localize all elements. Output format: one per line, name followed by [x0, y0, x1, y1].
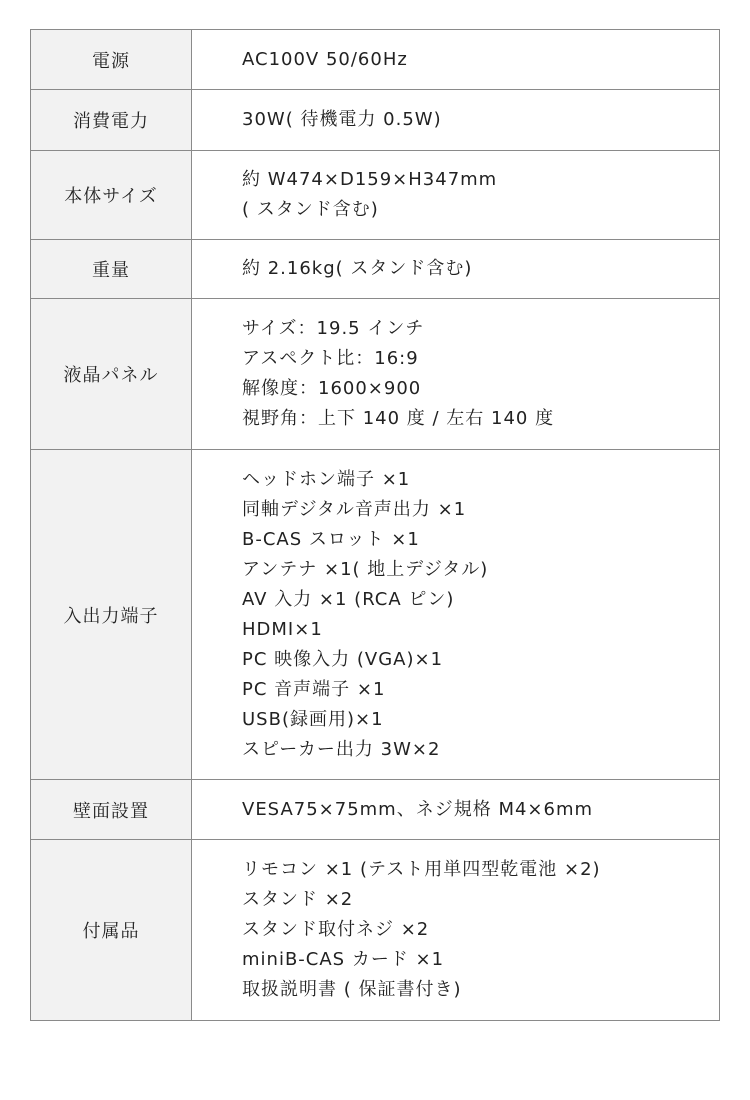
spec-value-line: 視野角：上下 140 度 / 左右 140 度: [242, 408, 555, 429]
spec-label: 壁面設置: [31, 780, 192, 840]
spec-value-line: 解像度：1600×900: [242, 378, 422, 399]
spec-label: 本体サイズ: [31, 151, 192, 240]
spec-row-wall-mount: [31, 780, 720, 840]
spec-label: 消費電力: [31, 90, 192, 151]
spec-value-line: USB(録画用)×1: [242, 708, 384, 730]
spec-value-line: スタンド取付ネジ ×2: [242, 919, 430, 940]
spec-value: [192, 299, 720, 450]
spec-row-accessories: [31, 840, 720, 1021]
spec-label: 電源: [31, 30, 192, 90]
spec-value-line: アンテナ ×1( 地上デジタル): [242, 558, 489, 580]
spec-row-io-ports: [31, 450, 720, 780]
spec-value-line: ( スタンド含む): [242, 199, 379, 220]
spec-label: 入出力端子: [31, 450, 192, 780]
spec-value: [192, 151, 720, 240]
spec-value-line: リモコン ×1 (テスト用単四型乾電池 ×2): [242, 859, 601, 880]
spec-row-dimensions: [31, 151, 720, 240]
spec-value: [192, 30, 720, 90]
spec-value-line: AC100V 50/60Hz: [242, 48, 408, 70]
spec-value-line: 取扱説明書 ( 保証書付き): [242, 979, 462, 1000]
spec-value-line: PC 音声端子 ×1: [242, 678, 386, 700]
spec-value-line: スタンド ×2: [242, 889, 354, 910]
spec-label: 液晶パネル: [31, 299, 192, 450]
spec-row-power-consumption: [31, 90, 720, 151]
spec-value: [192, 450, 720, 780]
spec-value: [192, 240, 720, 299]
spec-value-line: 同軸デジタル音声出力 ×1: [242, 498, 467, 520]
spec-value-line: HDMI×1: [242, 618, 323, 640]
spec-value-line: 約 W474×D159×H347mm: [242, 169, 498, 190]
spec-value-line: VESA75×75mm、ネジ規格 M4×6mm: [242, 798, 594, 820]
spec-value-line: PC 映像入力 (VGA)×1: [242, 648, 444, 670]
spec-value: [192, 90, 720, 151]
spec-value: [192, 780, 720, 840]
spec-row-lcd-panel: [31, 299, 720, 450]
spec-value-line: スピーカー出力 3W×2: [242, 738, 441, 760]
spec-label: 付属品: [31, 840, 192, 1021]
spec-value-line: サイズ：19.5 インチ: [242, 318, 425, 339]
spec-row-power: [31, 30, 720, 90]
spec-label: 重量: [31, 240, 192, 299]
spec-value-line: B-CAS スロット ×1: [242, 528, 420, 550]
spec-row-weight: [31, 240, 720, 299]
spec-value-line: アスペクト比：16:9: [242, 348, 419, 369]
spec-table: [30, 29, 720, 1021]
spec-value-line: miniB-CAS カード ×1: [242, 949, 445, 970]
spec-value-line: ヘッドホン端子 ×1: [242, 468, 411, 490]
spec-value-line: 約 2.16kg( スタンド含む): [242, 258, 473, 279]
spec-value-line: 30W( 待機電力 0.5W): [242, 109, 442, 130]
spec-value-line: AV 入力 ×1 (RCA ピン): [242, 588, 455, 610]
spec-value: [192, 840, 720, 1021]
